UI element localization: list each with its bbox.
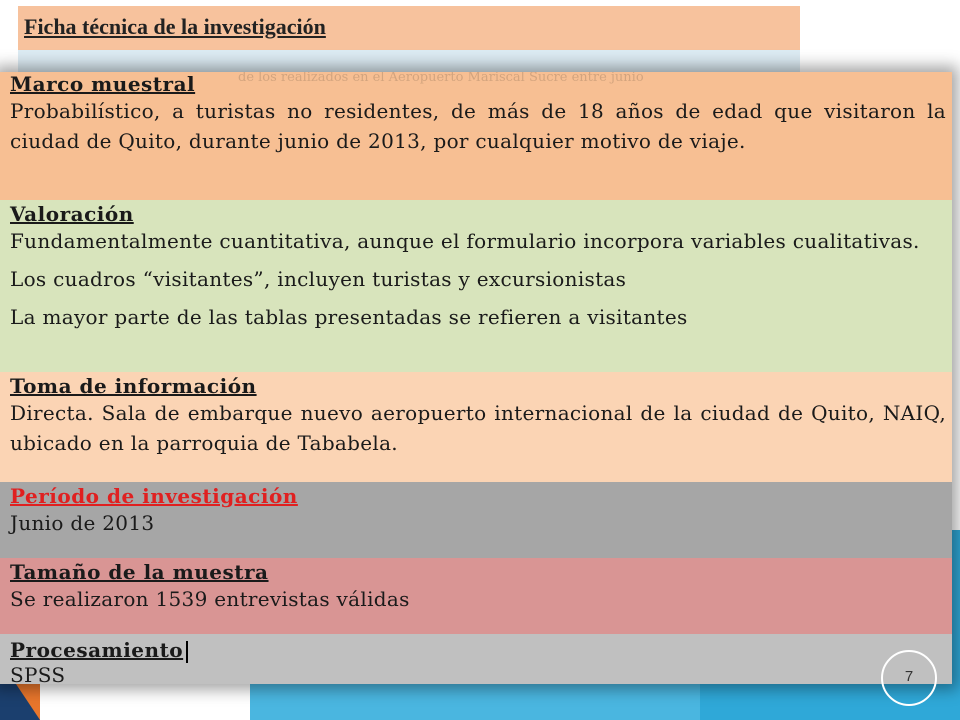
- text-cursor: [186, 641, 188, 663]
- slide-title: Ficha técnica de la investigación: [24, 14, 326, 39]
- tamano-body: Se realizaron 1539 entrevistas válidas: [10, 587, 410, 611]
- valoracion-body-3: La mayor parte de las tablas presentadas se refieren a visitantes: [10, 305, 688, 329]
- section-marco: [0, 72, 952, 200]
- valoracion-heading: Valoración: [10, 202, 134, 226]
- section-toma: [0, 372, 952, 482]
- info-card: [0, 72, 952, 684]
- valoracion-body: Fundamentalmente cuantitativa, aunque el formulario incorpora variables cualitativas.: [10, 229, 920, 253]
- tamano-heading: Tamaño de la muestra: [10, 560, 269, 584]
- procesamiento-body: SPSS: [10, 662, 66, 684]
- decorative-blue-stripe: [250, 680, 700, 720]
- page-number: 7: [881, 650, 937, 706]
- marco-body: Probabilístico, a turistas no residentes, de más de 18 años de edad que visitaron la ciudad de Quito, durante junio de 2013, por cualquier motivo de viaje.: [10, 99, 946, 153]
- valoracion-body-2: Los cuadros “visitantes”, incluyen turistas y excursionistas: [10, 267, 627, 291]
- procesamiento-heading: Procesamiento: [10, 638, 184, 662]
- periodo-body: Junio de 2013: [10, 511, 155, 535]
- section-valoracion: [0, 200, 952, 372]
- section-tamano: [0, 558, 952, 634]
- toma-body: Directa. Sala de embarque nuevo aeropuerto internacional de la ciudad de Quito, NAIQ, ubicado en la parroquia de Tababela.: [10, 401, 946, 455]
- title-under-band: [18, 50, 800, 72]
- marco-heading: Marco muestral: [10, 72, 196, 96]
- toma-heading: Toma de información: [10, 374, 257, 398]
- periodo-heading: Período de investigación: [10, 484, 298, 508]
- section-periodo: [0, 482, 952, 558]
- slide-title-bar: [18, 6, 800, 50]
- section-procesamiento: [0, 634, 952, 684]
- faded-background-text: de los realizados en el Aeropuerto Mariscal Sucre entre junio: [238, 72, 644, 85]
- procesamiento-heading-row: [10, 638, 946, 663]
